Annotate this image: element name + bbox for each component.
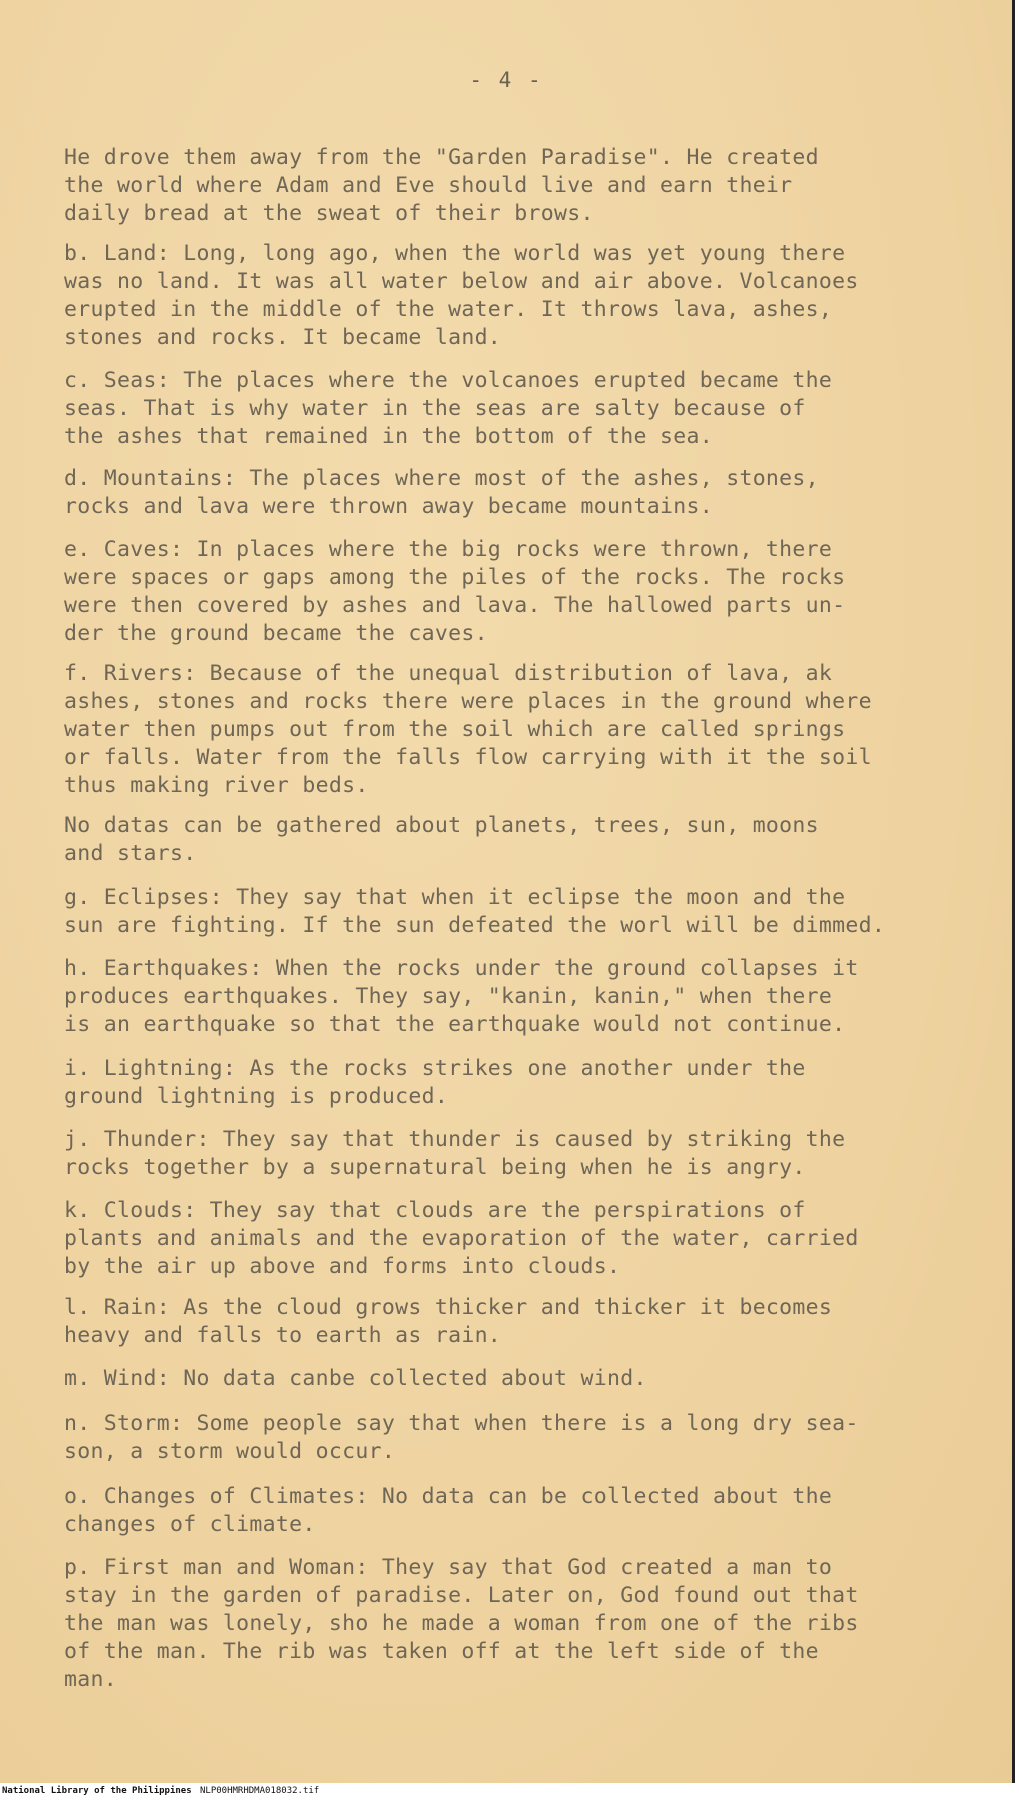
paragraph-clouds: k. Clouds: They say that clouds are the perspirations of plants and animals and the evaporation of the water, carried by the air up above and forms into clouds.	[64, 1198, 859, 1279]
paragraph-earthquakes: h. Earthquakes: When the rocks under the ground collapses it produces earthquakes. They say, "kanin, kanin," when there is an earthquake so that the earthquake would not continue.	[64, 956, 859, 1037]
paragraph-rain: l. Rain: As the cloud grows thicker and thicker it becomes heavy and falls to earth as rain.	[64, 1295, 833, 1348]
paragraph-lightning: i. Lightning: As the rocks strikes one another under the ground lightning is produced.	[64, 1056, 806, 1109]
page-number: - 4 -	[469, 68, 543, 92]
paragraph-eclipses: g. Eclipses: They say that when it eclipse the moon and the sun are fighting. If the sun defeated the worl will be dimmed.	[64, 885, 886, 938]
paragraph-climate: o. Changes of Climates: No data can be collected about the changes of climate.	[64, 1484, 833, 1537]
paragraph-land: b. Land: Long, long ago, when the world was yet young there was no land. It was all water below and air above. Volcanoes erupted in the middle of the water. It throws lava, ashes, stones and rocks. It became land.	[64, 241, 859, 350]
paragraph-thunder: j. Thunder: They say that thunder is caused by striking the rocks together by a supernatural being when he is angry.	[64, 1127, 846, 1180]
paragraph-seas: c. Seas: The places where the volcanoes erupted became the seas. That is why water in the seas are salty because of the ashes that remained in the bottom of the sea.	[64, 368, 833, 449]
paragraph-caves: e. Caves: In places where the big rocks were thrown, there were spaces or gaps among the piles of the rocks. The rocks were then covered by ashes and lava. The hallowed parts un- der the ground became the caves.	[64, 537, 846, 646]
paragraph-no-data-planets: No datas can be gathered about planets, trees, sun, moons and stars.	[64, 813, 819, 866]
paragraph-first-man-woman: p. First man and Woman: They say that God created a man to stay in the garden of paradise. Later on, God found out that the man was lonely, sho he made a woman from one of the ribs of the man. The rib was taken off at the left side of the man.	[64, 1555, 859, 1692]
paragraph-rivers: f. Rivers: Because of the unequal distribution of lava, ak ashes, stones and rocks there were places in the ground where water then pumps out from the soil which are called springs or falls. Water from the falls flow carrying with it the soil thus making river beds.	[64, 661, 872, 798]
paragraph-wind: m. Wind: No data canbe collected about wind.	[64, 1366, 647, 1391]
footer-file-name: NLP00HMRHDMA018032.tif	[200, 1786, 320, 1796]
paragraph-intro: He drove them away from the "Garden Paradise". He created the world where Adam and Eve should live and earn their daily bread at the sweat of their brows.	[64, 145, 819, 226]
paragraph-mountains: d. Mountains: The places where most of the ashes, stones, rocks and lava were thrown away became mountains.	[64, 466, 819, 519]
paragraph-storm: n. Storm: Some people say that when there is a long dry sea- son, a storm would occur.	[64, 1411, 859, 1464]
footer-library-name: National Library of the Philippines	[2, 1786, 192, 1796]
